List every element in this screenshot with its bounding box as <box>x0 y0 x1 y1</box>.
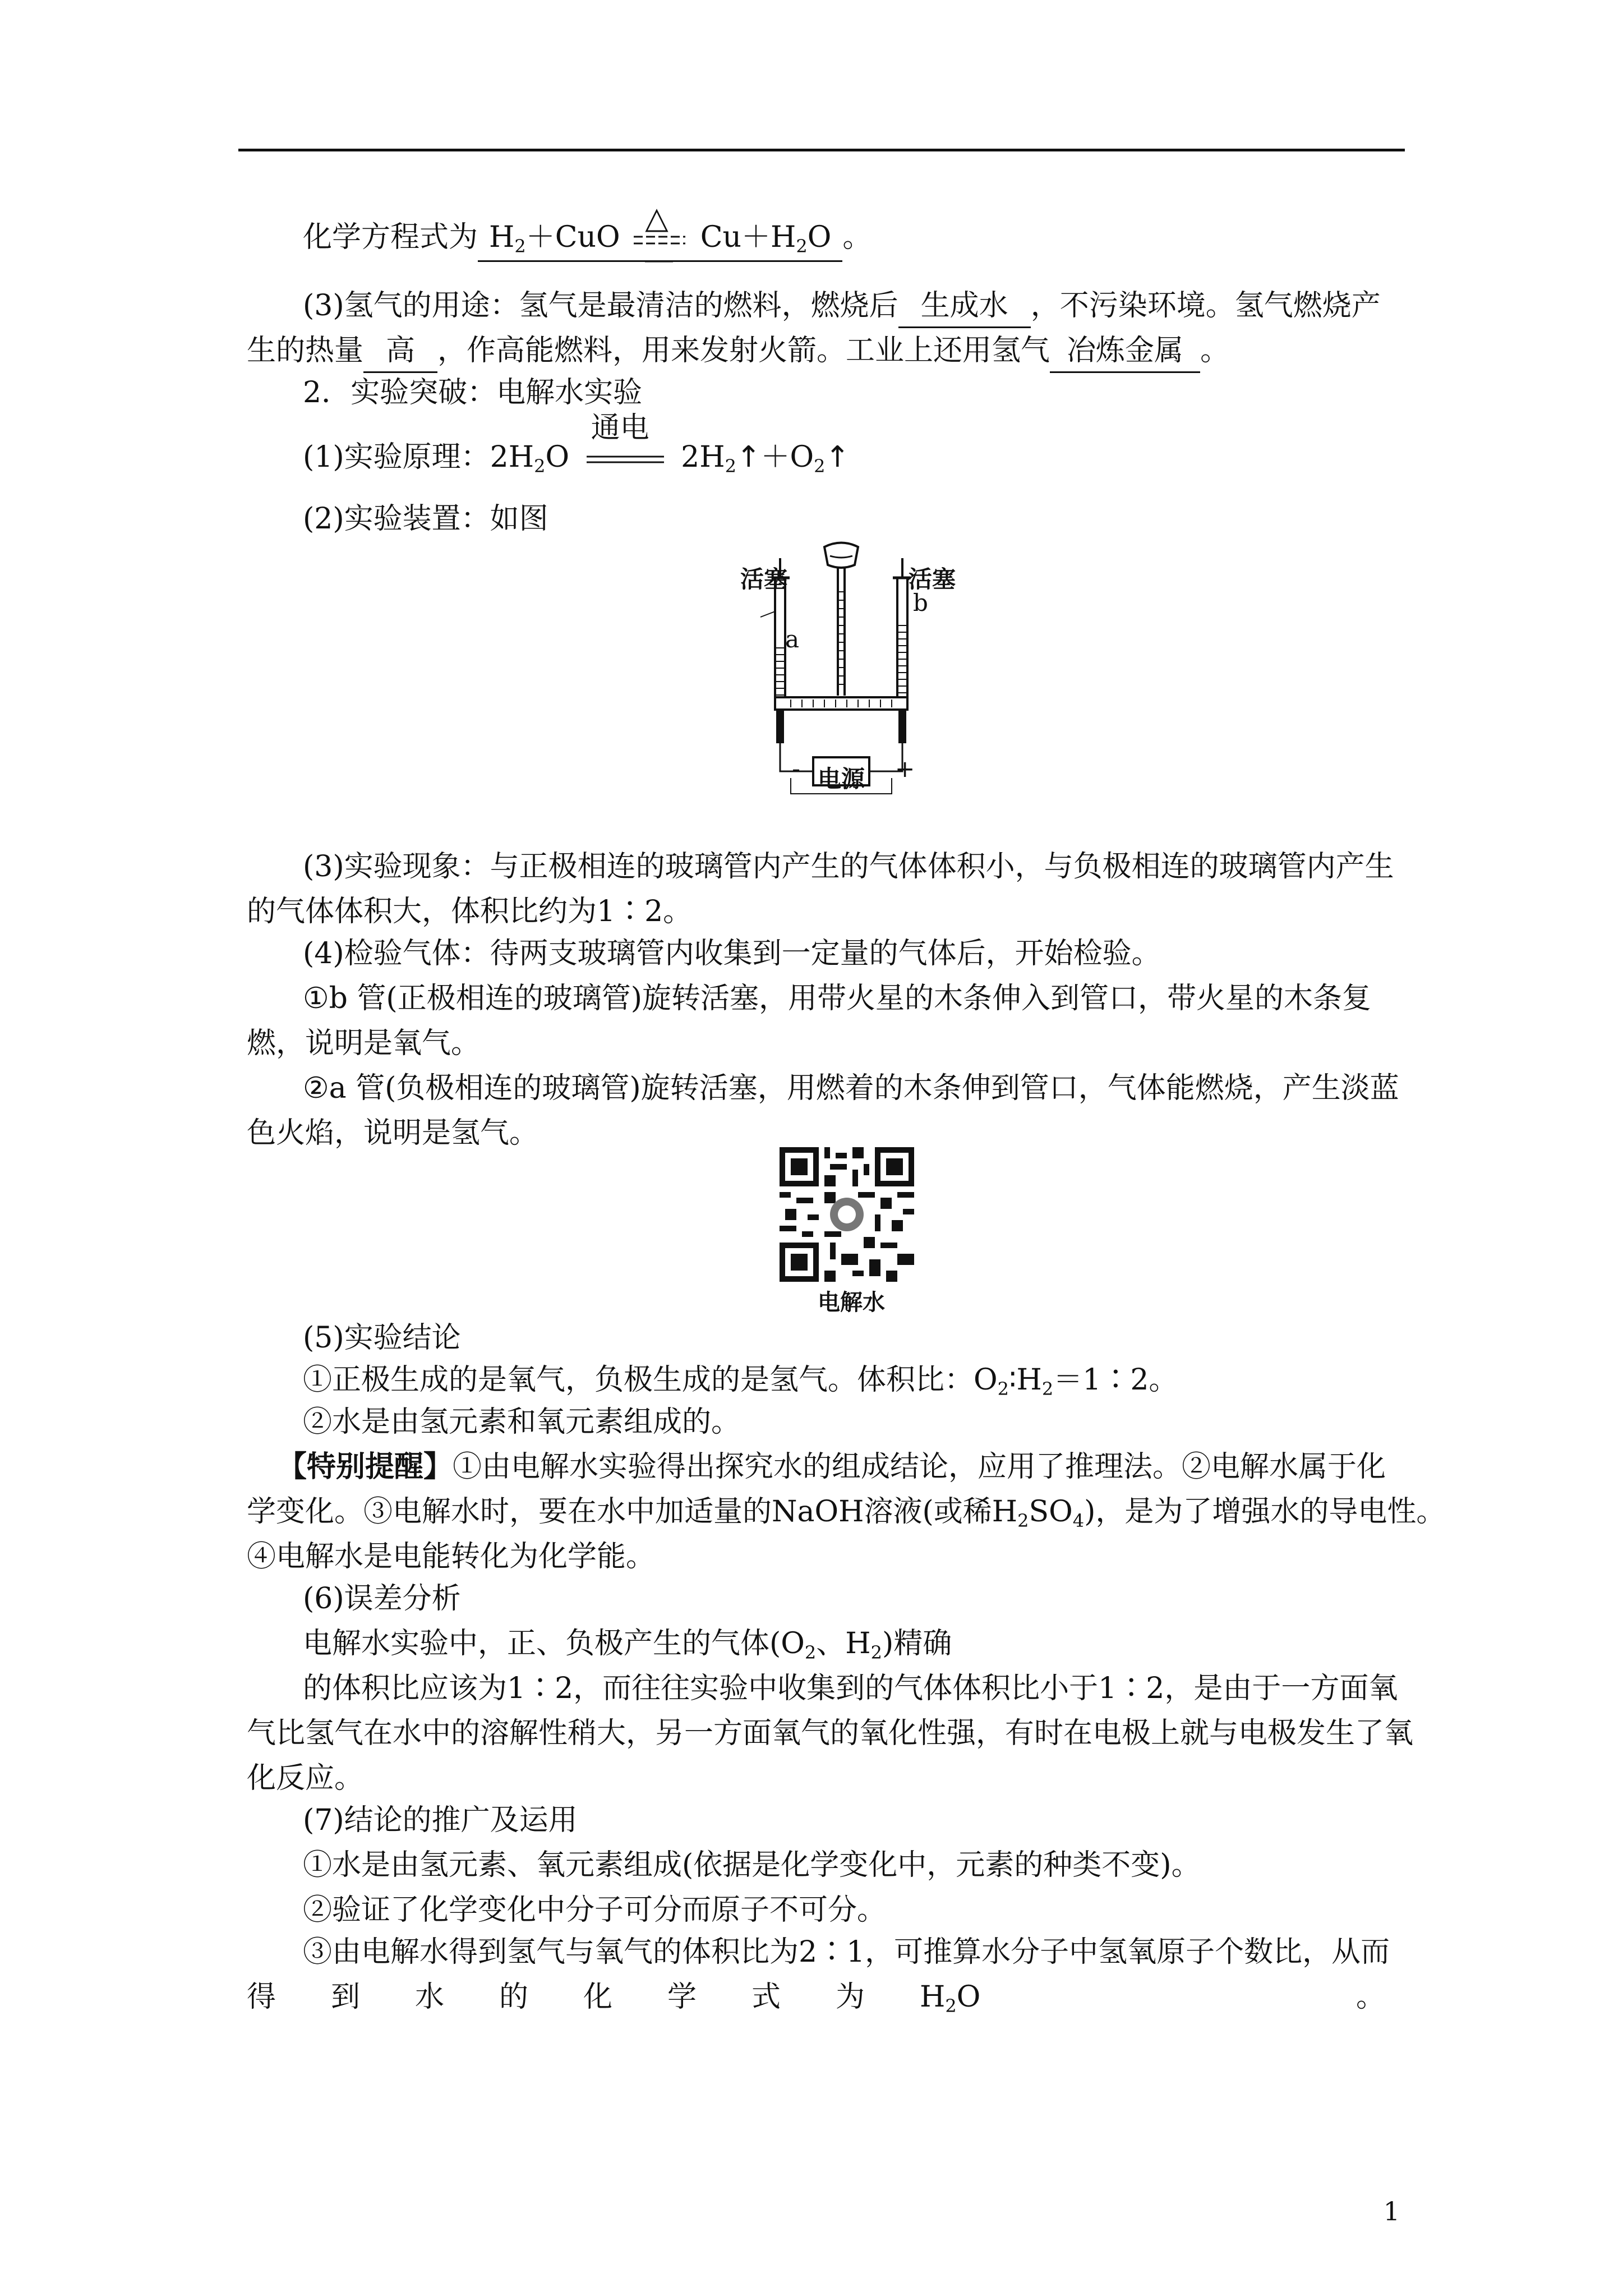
tube-a-label: a <box>785 625 800 653</box>
header-rule <box>238 149 1405 151</box>
section-2-title: 2．实验突破：电解水实验 <box>303 376 643 409</box>
test-b-line-1: ①b 管(正极相连的玻璃管)旋转活塞，用带火星的木条伸入到管口，带火星的木条复 <box>303 982 1372 1015</box>
uses-line-2: 生的热量 高 ，作高能燃料，用来发射火箭。工业上还用氢气 冶炼金属 。 <box>247 331 1413 373</box>
equation-prefix: 化学方程式为 <box>303 220 478 254</box>
error-line-3: 气比氢气在水中的溶解性稍大，另一方面氧气的氧化性强，有时在电极上就与电极发生了氧 <box>247 1717 1414 1750</box>
power-source-label: 电源 <box>818 765 865 793</box>
equation-blank: $H_2+CuO$ △ $Cu+H_2O$ <box>478 218 842 262</box>
apply-line-4: 得 到 水 的 化 学 式 为 $H_2O$ 。 <box>247 1977 1413 2017</box>
test-title: (4)检验气体：待两支玻璃管内收集到一定量的气体后，开始检验。 <box>303 937 1161 970</box>
qr-caption: 电解水 <box>818 1290 885 1315</box>
conclusion-1: ①正极生成的是氧气，负极生成的是氢气。体积比：$O_2∶H_2=1∶2$。 <box>303 1363 1178 1400</box>
error-line-4: 化反应。 <box>247 1761 364 1795</box>
tip-line-1: 【特别提醒】①由电解水实验得出探究水的组成结论，应用了推理法。②电解水属于化 <box>278 1450 1386 1484</box>
blank-heat: 高 <box>363 331 437 373</box>
apply-title: (7)结论的推广及运用 <box>303 1803 578 1837</box>
heat-condition: △ <box>645 200 668 236</box>
qr-code-image[interactable] <box>780 1147 914 1282</box>
apply-line-2: ②验证了化学变化中分子可分而原子不可分。 <box>303 1893 887 1927</box>
page-number: 1 <box>1383 2196 1400 2226</box>
phenomenon-line-2: 的气体体积大，体积比约为1∶2。 <box>247 895 693 928</box>
blank-use: 冶炼金属 <box>1050 331 1200 373</box>
positive-terminal: + <box>895 755 915 783</box>
error-line-1: 电解水实验中，正、负极产生的气体($O_2$、$H_2$)精确 <box>303 1627 952 1663</box>
tip-line-3: ④电解水是电能转化为化学能。 <box>247 1540 656 1573</box>
phenomenon-line-1: (3)实验现象：与正极相连的玻璃管内产生的气体体积小，与负极相连的玻璃管内产生 <box>303 850 1394 884</box>
left-stopcock-label: 活塞 <box>740 565 788 593</box>
device-line: (2)实验装置：如图 <box>303 502 548 536</box>
blank-product: 生成水 <box>898 286 1031 328</box>
test-a-line-1: ②a 管(负极相连的玻璃管)旋转活塞，用燃着的木条伸到管口，气体能燃烧，产生淡蓝 <box>303 1071 1399 1105</box>
test-b-line-2: 燃，说明是氧气。 <box>247 1027 481 1060</box>
conclusion-2: ②水是由氢元素和氧元素组成的。 <box>303 1405 741 1439</box>
apply-line-1: ①水是由氢元素、氧元素组成(依据是化学变化中，元素的种类不变)。 <box>303 1848 1201 1882</box>
tube-b-label: b <box>913 589 928 616</box>
tip-line-2: 学变化。③电解水时，要在水中加适量的NaOH溶液(或稀$H_2SO_4$)，是为了增强水的导电性。 <box>247 1495 1446 1531</box>
principle-line: (1)实验原理：$2H_2O$ 通电 $2H_2↑+O_2↑$ <box>303 438 1469 479</box>
equation-line: 化学方程式为 $H_2+CuO$ △ $Cu+H_2O$ 。 <box>303 218 1469 262</box>
electricity-condition: 通电 <box>591 411 649 445</box>
error-title: (6)误差分析 <box>303 1582 461 1616</box>
right-stopcock-label: 活塞 <box>909 565 956 593</box>
error-line-2: 的体积比应该为1∶2，而往往实验中收集到的气体体积比小于1∶2，是由于一方面氧 <box>303 1672 1398 1705</box>
uses-line-1: (3)氢气的用途：氢气是最清洁的燃料，燃烧后 生成水 ，不污染环境。氢气燃烧产 <box>303 286 1469 328</box>
conclusion-title: (5)实验结论 <box>303 1321 461 1355</box>
test-a-line-2: 色火焰，说明是氢气。 <box>247 1116 539 1150</box>
apply-line-3: ③由电解水得到氢气与氧气的体积比为2∶1，可推算水分子中氢氧原子个数比，从而 <box>303 1935 1390 1969</box>
tip-heading: 【特别提醒】 <box>278 1450 453 1484</box>
negative-terminal: - <box>792 755 801 783</box>
formula-answer: $H_2O$ <box>920 1980 981 2017</box>
